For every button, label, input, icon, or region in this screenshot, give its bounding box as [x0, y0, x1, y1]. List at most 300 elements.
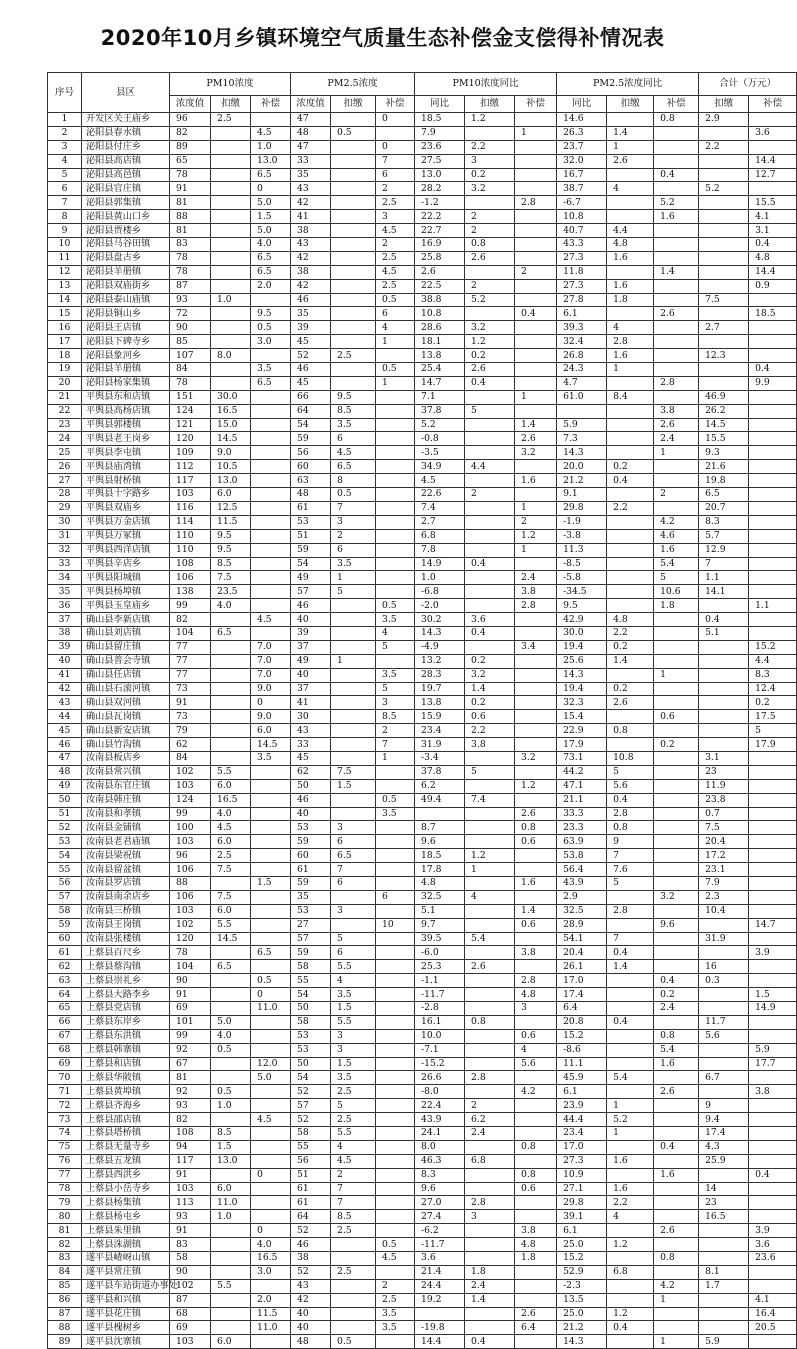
row-value-cell: 1	[465, 863, 515, 877]
row-value-cell: 0.2	[654, 738, 699, 752]
row-value-cell	[749, 515, 797, 529]
row-value-cell: 3.4	[515, 640, 557, 654]
row-value-cell: 46	[291, 1238, 331, 1252]
row-value-cell: 8.1	[699, 1265, 749, 1279]
row-value-cell	[331, 599, 376, 613]
row-value-cell	[749, 932, 797, 946]
row-seq-cell: 4	[48, 154, 82, 168]
row-value-cell: 2.6	[515, 807, 557, 821]
row-value-cell: 5.4	[465, 932, 515, 946]
table-row	[48, 1154, 797, 1168]
row-value-cell: 2	[376, 182, 415, 196]
row-value-cell: 3.5	[376, 807, 415, 821]
row-seq-cell: 43	[48, 696, 82, 710]
subheader-cell: 补偿	[654, 96, 699, 113]
row-value-cell: 30.0	[211, 390, 251, 404]
row-value-cell: 4.2	[515, 1085, 557, 1099]
row-value-cell: 62	[291, 765, 331, 779]
row-value-cell: 3.1	[699, 751, 749, 765]
table-row	[48, 1224, 797, 1238]
row-value-cell	[699, 238, 749, 252]
table-row	[48, 626, 797, 640]
row-value-cell: 2.5	[331, 1224, 376, 1238]
row-value-cell: 4.8	[607, 238, 654, 252]
row-value-cell: 41	[291, 696, 331, 710]
row-county-cell: 确山县留庄镇	[82, 640, 170, 654]
row-value-cell: 50	[291, 1002, 331, 1016]
row-county-cell: 平舆县射桥镇	[82, 474, 170, 488]
row-county-cell: 平舆县李屯镇	[82, 446, 170, 460]
row-value-cell	[749, 1335, 797, 1349]
row-value-cell	[376, 765, 415, 779]
row-value-cell	[607, 1140, 654, 1154]
row-value-cell	[211, 1057, 251, 1071]
row-value-cell: 53	[291, 1029, 331, 1043]
row-value-cell: 4	[376, 321, 415, 335]
row-seq-cell: 47	[48, 751, 82, 765]
row-value-cell	[699, 640, 749, 654]
row-value-cell: 2.8	[607, 904, 654, 918]
header-county: 县区	[82, 73, 170, 113]
row-value-cell: 3.8	[465, 738, 515, 752]
row-value-cell: 20.7	[699, 501, 749, 515]
row-value-cell	[749, 1113, 797, 1127]
row-value-cell	[251, 1182, 291, 1196]
row-value-cell: 66	[291, 390, 331, 404]
row-value-cell	[749, 1196, 797, 1210]
row-value-cell: 28.2	[415, 182, 465, 196]
row-value-cell: 2.4	[465, 1127, 515, 1141]
row-seq-cell: 23	[48, 418, 82, 432]
row-value-cell: 15.5	[749, 196, 797, 210]
row-value-cell: 23.8	[699, 793, 749, 807]
row-value-cell	[251, 543, 291, 557]
row-value-cell: 0.4	[749, 1168, 797, 1182]
row-seq-cell: 8	[48, 210, 82, 224]
row-value-cell: 3.5	[251, 751, 291, 765]
table-row	[48, 224, 797, 238]
row-value-cell: 56.4	[557, 863, 607, 877]
row-value-cell: 13.0	[251, 154, 291, 168]
row-value-cell	[251, 488, 291, 502]
row-county-cell: 上蔡县小岳寺乡	[82, 1182, 170, 1196]
row-value-cell: 0.5	[211, 1085, 251, 1099]
row-county-cell: 泌阳县郭集镇	[82, 196, 170, 210]
row-seq-cell: 86	[48, 1293, 82, 1307]
row-county-cell: 确山县刘店镇	[82, 626, 170, 640]
row-value-cell	[515, 460, 557, 474]
row-value-cell: 58	[291, 960, 331, 974]
row-county-cell: 上蔡县华陂镇	[82, 1071, 170, 1085]
row-county-cell: 上蔡县党店镇	[82, 1002, 170, 1016]
row-value-cell: 6	[376, 168, 415, 182]
row-value-cell	[465, 307, 515, 321]
row-value-cell	[251, 1127, 291, 1141]
row-value-cell: 0.4	[465, 376, 515, 390]
table-row	[48, 571, 797, 585]
row-value-cell	[331, 1252, 376, 1266]
row-value-cell: 15.2	[557, 1029, 607, 1043]
row-value-cell: 3	[331, 821, 376, 835]
row-value-cell: 2.6	[607, 154, 654, 168]
row-value-cell: 59	[291, 432, 331, 446]
row-value-cell: 16.5	[699, 1210, 749, 1224]
row-value-cell: 37.8	[415, 765, 465, 779]
row-county-cell: 遂平县嵖岈山镇	[82, 1252, 170, 1266]
subheader-cell: 扣缴	[331, 96, 376, 113]
row-value-cell: 59	[291, 876, 331, 890]
row-value-cell: 56	[291, 446, 331, 460]
row-value-cell: 42	[291, 196, 331, 210]
row-value-cell: 5	[465, 404, 515, 418]
row-seq-cell: 67	[48, 1029, 82, 1043]
row-value-cell: 1.4	[465, 1293, 515, 1307]
row-value-cell: 5.5	[211, 765, 251, 779]
table-row	[48, 738, 797, 752]
row-value-cell	[607, 1043, 654, 1057]
row-value-cell: 2.0	[251, 279, 291, 293]
table-row	[48, 1210, 797, 1224]
row-value-cell: -2.0	[415, 599, 465, 613]
row-value-cell: 3.0	[251, 1265, 291, 1279]
row-value-cell: 30.0	[557, 626, 607, 640]
row-value-cell: 35	[291, 168, 331, 182]
row-value-cell: 27.3	[557, 1154, 607, 1168]
row-value-cell: 16.1	[415, 1015, 465, 1029]
row-value-cell	[465, 474, 515, 488]
row-value-cell	[515, 363, 557, 377]
row-value-cell	[251, 404, 291, 418]
row-seq-cell: 54	[48, 849, 82, 863]
row-value-cell	[654, 154, 699, 168]
row-value-cell	[749, 113, 797, 127]
row-value-cell	[331, 613, 376, 627]
row-value-cell	[654, 960, 699, 974]
row-value-cell: 1.1	[749, 599, 797, 613]
row-value-cell: 2.5	[376, 1293, 415, 1307]
table-row	[48, 529, 797, 543]
row-value-cell	[749, 765, 797, 779]
row-value-cell	[654, 779, 699, 793]
row-value-cell	[749, 557, 797, 571]
row-value-cell	[654, 876, 699, 890]
table-row	[48, 1057, 797, 1071]
row-value-cell	[376, 446, 415, 460]
row-value-cell	[376, 1015, 415, 1029]
row-value-cell: 6.5	[211, 960, 251, 974]
row-seq-cell: 55	[48, 863, 82, 877]
row-value-cell	[251, 1210, 291, 1224]
row-seq-cell: 19	[48, 363, 82, 377]
row-value-cell: 4.2	[654, 1279, 699, 1293]
row-value-cell: 1	[654, 1293, 699, 1307]
table-row	[48, 1279, 797, 1293]
row-value-cell	[465, 1029, 515, 1043]
row-value-cell: 42	[291, 251, 331, 265]
row-value-cell	[331, 182, 376, 196]
row-value-cell	[465, 1140, 515, 1154]
row-value-cell: 81	[170, 224, 211, 238]
row-value-cell	[515, 1293, 557, 1307]
row-value-cell: 52	[291, 1113, 331, 1127]
row-county-cell: 泌阳县下碑寺乡	[82, 335, 170, 349]
table-row	[48, 793, 797, 807]
row-value-cell: 7	[376, 738, 415, 752]
row-value-cell	[749, 543, 797, 557]
row-value-cell: 37.8	[415, 404, 465, 418]
row-seq-cell: 25	[48, 446, 82, 460]
row-county-cell: 泌阳县春水镇	[82, 126, 170, 140]
row-value-cell: 22.5	[415, 279, 465, 293]
row-value-cell: 4.5	[211, 821, 251, 835]
row-value-cell	[515, 1071, 557, 1085]
row-value-cell	[749, 807, 797, 821]
row-value-cell	[376, 946, 415, 960]
row-value-cell: 40	[291, 1321, 331, 1335]
row-value-cell: 4	[465, 890, 515, 904]
row-value-cell	[515, 224, 557, 238]
row-value-cell: 43	[291, 1279, 331, 1293]
row-value-cell: 3.9	[749, 946, 797, 960]
row-value-cell: -2.3	[557, 1279, 607, 1293]
row-value-cell	[376, 1210, 415, 1224]
row-value-cell	[465, 821, 515, 835]
row-seq-cell: 69	[48, 1057, 82, 1071]
row-value-cell: 1.6	[654, 1168, 699, 1182]
row-value-cell: 53	[291, 1043, 331, 1057]
row-seq-cell: 60	[48, 932, 82, 946]
row-county-cell: 平舆县东和店镇	[82, 390, 170, 404]
row-value-cell	[749, 876, 797, 890]
row-value-cell: 4.6	[654, 529, 699, 543]
row-seq-cell: 7	[48, 196, 82, 210]
table-row	[48, 751, 797, 765]
row-seq-cell: 16	[48, 321, 82, 335]
row-value-cell	[331, 238, 376, 252]
row-value-cell	[331, 307, 376, 321]
row-value-cell	[607, 1279, 654, 1293]
row-value-cell: 24.3	[557, 363, 607, 377]
row-value-cell	[699, 1168, 749, 1182]
row-seq-cell: 1	[48, 113, 82, 127]
row-county-cell: 汝南县韩庄镇	[82, 793, 170, 807]
row-value-cell: 19.8	[699, 474, 749, 488]
row-value-cell: 10.4	[699, 904, 749, 918]
row-value-cell	[699, 946, 749, 960]
row-value-cell	[515, 738, 557, 752]
row-value-cell	[211, 876, 251, 890]
row-value-cell: 43	[291, 182, 331, 196]
row-value-cell: -8.6	[557, 1043, 607, 1057]
row-value-cell: 0.8	[465, 238, 515, 252]
table-row	[48, 960, 797, 974]
row-value-cell: 78	[170, 265, 211, 279]
row-value-cell	[699, 168, 749, 182]
row-seq-cell: 26	[48, 460, 82, 474]
row-value-cell: 16.9	[415, 238, 465, 252]
row-value-cell: 5.5	[331, 1015, 376, 1029]
row-value-cell	[607, 918, 654, 932]
row-seq-cell: 24	[48, 432, 82, 446]
row-value-cell	[749, 474, 797, 488]
row-value-cell	[331, 807, 376, 821]
row-value-cell	[749, 821, 797, 835]
row-value-cell: 0.5	[376, 293, 415, 307]
row-value-cell	[465, 1224, 515, 1238]
row-value-cell: 27	[291, 918, 331, 932]
row-value-cell	[376, 1043, 415, 1057]
row-value-cell: 64	[291, 1210, 331, 1224]
row-value-cell	[515, 1113, 557, 1127]
row-value-cell	[331, 1307, 376, 1321]
row-seq-cell: 49	[48, 779, 82, 793]
row-value-cell	[376, 1168, 415, 1182]
row-value-cell: 112	[170, 460, 211, 474]
row-county-cell: 泌阳县高店镇	[82, 154, 170, 168]
row-value-cell: 103	[170, 779, 211, 793]
row-value-cell: 20.4	[699, 835, 749, 849]
row-value-cell: 7	[607, 849, 654, 863]
row-county-cell: 汝南县张楼镇	[82, 932, 170, 946]
row-value-cell: 1	[515, 501, 557, 515]
row-value-cell	[251, 1335, 291, 1349]
row-value-cell: -1.1	[415, 974, 465, 988]
row-value-cell: 12.7	[749, 168, 797, 182]
row-value-cell: 59	[291, 946, 331, 960]
row-value-cell	[376, 126, 415, 140]
row-value-cell	[607, 1224, 654, 1238]
row-value-cell: 25.0	[557, 1238, 607, 1252]
row-value-cell: 15.4	[557, 710, 607, 724]
table-row	[48, 182, 797, 196]
row-seq-cell: 32	[48, 543, 82, 557]
subheader-cell: 扣缴	[699, 96, 749, 113]
row-value-cell: 26.3	[557, 126, 607, 140]
row-value-cell	[376, 1335, 415, 1349]
row-value-cell	[654, 1182, 699, 1196]
row-value-cell: 3	[331, 1043, 376, 1057]
row-county-cell: 遂平县沈寨镇	[82, 1335, 170, 1349]
row-value-cell: 1.6	[607, 1182, 654, 1196]
row-value-cell: 15.9	[415, 710, 465, 724]
row-value-cell	[331, 738, 376, 752]
row-value-cell	[515, 1210, 557, 1224]
row-value-cell: 0.7	[699, 807, 749, 821]
row-seq-cell: 81	[48, 1224, 82, 1238]
row-value-cell: 39.5	[415, 932, 465, 946]
row-county-cell: 泌阳县高邑镇	[82, 168, 170, 182]
row-value-cell	[515, 932, 557, 946]
row-value-cell	[515, 1265, 557, 1279]
row-value-cell	[699, 654, 749, 668]
row-value-cell: 0.6	[515, 835, 557, 849]
row-value-cell: 6.1	[557, 1085, 607, 1099]
table-row	[48, 1335, 797, 1349]
row-value-cell	[211, 1307, 251, 1321]
header-total: 合计（万元）	[699, 73, 797, 96]
row-value-cell: 33	[291, 738, 331, 752]
row-value-cell: -3.4	[415, 751, 465, 765]
row-county-cell: 汝南县和孝镇	[82, 807, 170, 821]
row-county-cell: 汝南县常兴镇	[82, 765, 170, 779]
table-row	[48, 613, 797, 627]
table-row	[48, 238, 797, 252]
row-value-cell	[251, 585, 291, 599]
row-value-cell: 3	[331, 904, 376, 918]
row-county-cell: 平舆县双庙乡	[82, 501, 170, 515]
row-value-cell: 39	[291, 321, 331, 335]
row-value-cell: 0.2	[607, 682, 654, 696]
row-value-cell: 10.0	[415, 1029, 465, 1043]
row-value-cell	[749, 140, 797, 154]
row-value-cell: 6.4	[515, 1321, 557, 1335]
row-value-cell: 12.0	[251, 1057, 291, 1071]
row-value-cell	[699, 126, 749, 140]
row-value-cell	[699, 668, 749, 682]
row-value-cell	[515, 335, 557, 349]
row-value-cell	[251, 1015, 291, 1029]
row-value-cell: 8.0	[415, 1140, 465, 1154]
row-value-cell: 0.2	[465, 654, 515, 668]
row-value-cell: 35	[291, 307, 331, 321]
row-value-cell: 5.5	[331, 1127, 376, 1141]
row-value-cell	[515, 321, 557, 335]
row-value-cell: 4	[376, 626, 415, 640]
row-value-cell	[699, 265, 749, 279]
table-row	[48, 890, 797, 904]
row-value-cell: 2.6	[607, 696, 654, 710]
row-value-cell: 6.0	[211, 488, 251, 502]
row-value-cell: 0.4	[749, 363, 797, 377]
row-value-cell: 1.4	[607, 654, 654, 668]
row-value-cell: 17.0	[557, 1140, 607, 1154]
row-value-cell: 6	[331, 543, 376, 557]
row-county-cell: 遂平县常庄镇	[82, 1265, 170, 1279]
row-value-cell: 9.6	[415, 835, 465, 849]
row-value-cell: 54.1	[557, 932, 607, 946]
row-value-cell: 1.6	[607, 251, 654, 265]
row-value-cell: 1.8	[515, 1252, 557, 1266]
row-value-cell	[515, 210, 557, 224]
row-value-cell	[415, 1307, 465, 1321]
row-value-cell	[465, 1321, 515, 1335]
row-value-cell: 0.6	[515, 1182, 557, 1196]
row-value-cell: 9.4	[699, 1113, 749, 1127]
row-value-cell: 78	[170, 946, 211, 960]
row-county-cell: 上蔡县崇礼乡	[82, 974, 170, 988]
row-value-cell	[654, 724, 699, 738]
row-value-cell: 49	[291, 571, 331, 585]
row-seq-cell: 48	[48, 765, 82, 779]
row-value-cell: 4.8	[607, 613, 654, 627]
row-value-cell	[251, 835, 291, 849]
header-pm25: PM2.5浓度	[291, 73, 415, 96]
row-value-cell	[699, 1043, 749, 1057]
row-seq-cell: 13	[48, 279, 82, 293]
row-value-cell	[376, 557, 415, 571]
row-county-cell: 平舆县老王岗乡	[82, 432, 170, 446]
row-value-cell: 5.5	[211, 1279, 251, 1293]
row-value-cell: 0	[251, 696, 291, 710]
row-value-cell: 72	[170, 307, 211, 321]
row-value-cell	[749, 390, 797, 404]
row-value-cell: 92	[170, 1043, 211, 1057]
row-value-cell: 19.2	[415, 1293, 465, 1307]
row-value-cell	[515, 251, 557, 265]
row-value-cell	[465, 946, 515, 960]
table-row	[48, 1238, 797, 1252]
row-value-cell: 1	[607, 1127, 654, 1141]
